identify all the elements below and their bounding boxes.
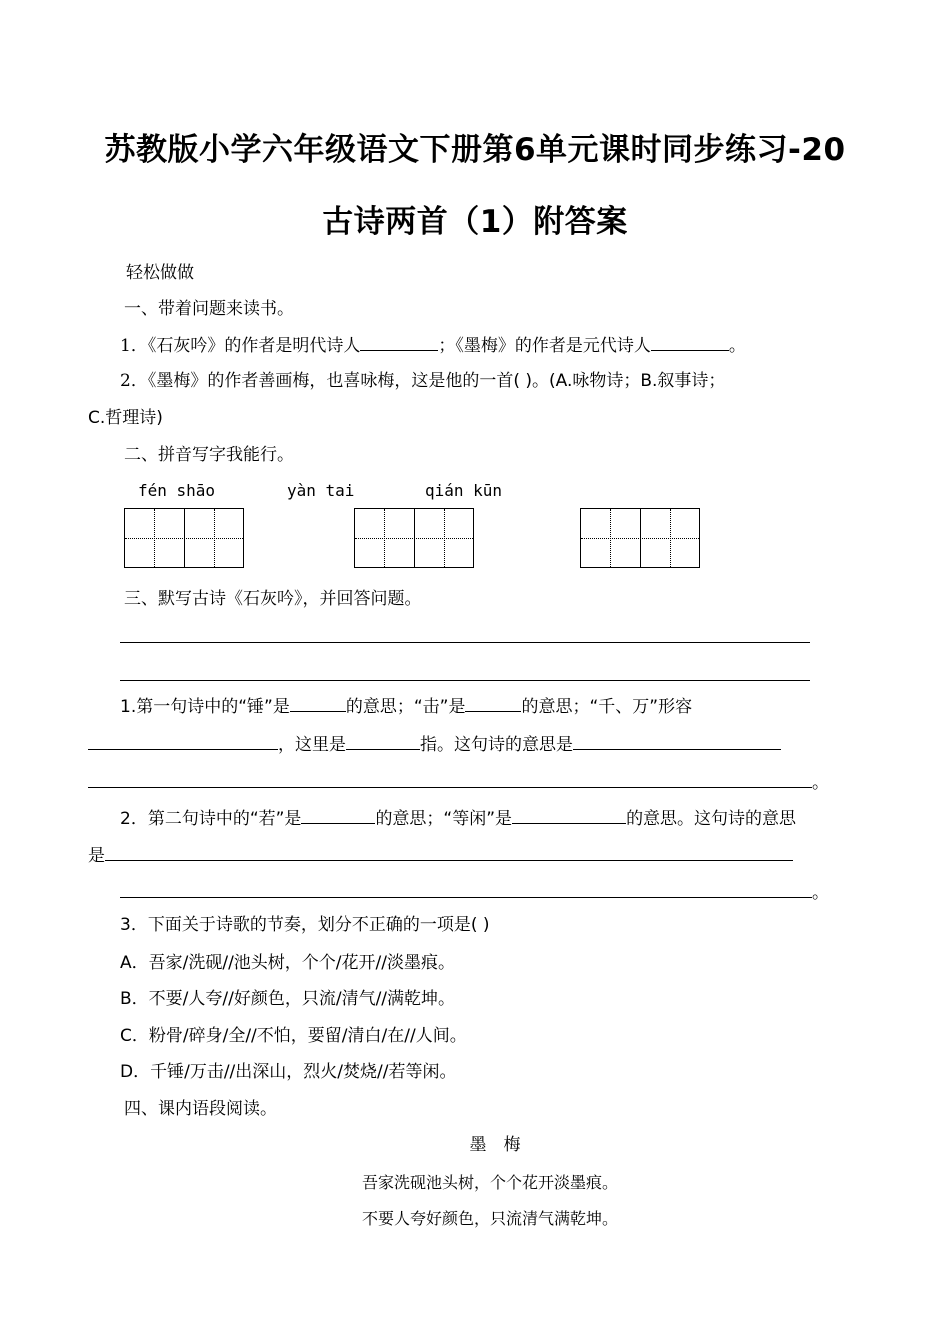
section-3-question-1-line-2 [88,732,781,756]
answer-blank[interactable] [651,333,729,351]
section-1-question-2-continued: C.哲理诗) [88,408,163,428]
writing-grid-3[interactable] [580,508,700,568]
writing-grid-2[interactable] [354,508,474,568]
writing-line[interactable] [120,642,810,643]
question-number: 2． [120,371,148,391]
question-text-c: 的意思；“千、万”形容 [521,697,693,717]
answer-blank[interactable] [88,770,812,788]
pinyin-2: yàn tai [287,481,355,500]
section-3-question-3: 3．下面关于诗歌的节奏，划分不正确的一项是( ) [120,915,490,935]
section-3-question-2-line-3 [120,880,829,904]
option-c[interactable]: C．粉骨/碎身/全//不怕，要留/清白/在//人间。 [120,1026,467,1046]
writing-grid-1[interactable] [124,508,244,568]
question-number: 1． [120,336,148,356]
section-3-question-1 [120,694,692,718]
poem-line-1: 吾家洗砚池头树，个个花开淡墨痕。 [361,1173,618,1192]
page-title-line-2: 古诗两首（1）附答案 [322,204,628,240]
question-text-d: 是 [88,846,105,866]
answer-blank[interactable] [360,333,438,351]
question-text-c: 的意思。这句诗的意思 [626,809,797,829]
pinyin-3: qián kūn [425,481,503,500]
question-text-a: 2．第二句诗中的“若”是 [120,809,302,829]
section-3-question-2 [120,806,796,830]
option-b[interactable]: B．不要/人夸//好颜色，只流/清气//满乾坤。 [120,989,456,1009]
answer-blank[interactable] [105,843,793,861]
question-text-b: 的意思；“等闲”是 [375,809,513,829]
section-4-heading: 四、课内语段阅读。 [124,1099,277,1119]
question-end: 。 [812,773,829,793]
option-d[interactable]: D．千锤/万击//出深山，烈火/焚烧//若等闲。 [120,1062,457,1082]
question-end: 。 [728,336,746,356]
question-text-a: 1.第一句诗中的“锤”是 [120,697,290,717]
answer-blank[interactable] [512,806,626,824]
answer-blank[interactable] [301,806,375,824]
answer-blank[interactable] [120,880,812,898]
section-3-question-2-line-2 [88,843,793,867]
poem-title: 墨 梅 [469,1135,521,1155]
section-3-heading: 三、默写古诗《石灰吟》，并回答问题。 [124,589,422,609]
question-text-a: 《石灰吟》的作者是明代诗人 [147,336,361,356]
question-text-b: 的意思；“击”是 [345,697,466,717]
question-text-e: 指。这句诗的意思是 [420,735,573,755]
section-1-question-1 [120,333,746,357]
answer-blank[interactable] [88,732,278,750]
answer-blank[interactable] [573,732,781,750]
writing-line[interactable] [120,680,810,681]
section-3-question-1-line-3 [88,770,829,794]
question-end: 。 [812,883,829,903]
poem-line-2: 不要人夸好颜色，只流清气满乾坤。 [361,1209,618,1228]
option-a[interactable]: A．吾家/洗砚//池头树，个个/花开//淡墨痕。 [120,953,455,973]
section-2-heading: 二、拼音写字我能行。 [124,445,294,465]
section-1-question-2 [120,370,725,392]
section-1-heading: 一、带着问题来读书。 [124,299,294,319]
answer-blank[interactable] [465,694,521,712]
question-text-d: ，这里是 [278,735,346,755]
question-text: 《墨梅》的作者善画梅，也喜咏梅，这是他的一首( )。(A.咏物诗；B.叙事诗； [147,371,726,391]
answer-blank[interactable] [290,694,346,712]
answer-blank[interactable] [346,732,420,750]
subheading: 轻松做做 [126,263,194,283]
question-text-b: ；《墨梅》的作者是元代诗人 [438,336,651,356]
pinyin-1: fén shāo [138,481,216,500]
page-title-line-1: 苏教版小学六年级语文下册第6单元课时同步练习-20 [104,132,846,168]
